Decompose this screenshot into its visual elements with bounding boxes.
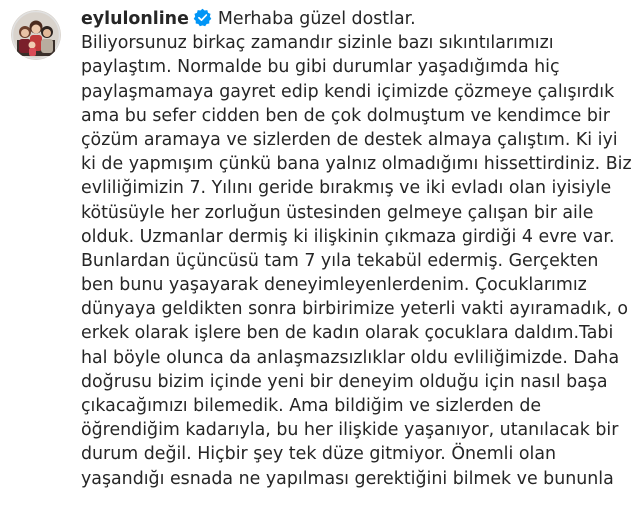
avatar-photo-icon (11, 10, 61, 60)
caption-line: çıkacağımızı bilemedik. Ama bildiğim ve sizlerden de (81, 396, 542, 416)
caption-line: hal böyle olunca da anlaşmazsızlıklar oldu evliliğimizde. Daha (81, 347, 620, 368)
post-caption (81, 7, 639, 491)
caption-line: kötüsüyle her zorluğun üstesinden gelmeye çalışan bir aile (81, 202, 594, 223)
caption-line: ama bu sefer cidden ben de çok dolmuştum ve kendimce bir (81, 105, 610, 126)
caption-line: yaşandığı esnada ne yapılması gerektiğini bilmek ve bununla (81, 468, 614, 489)
caption-text: Merhaba güzel dostlar. (217, 9, 416, 29)
caption-line: ben bunu yaşayarak deneyimleyenlerdenim. Çocuklarımız (81, 275, 587, 296)
caption-line: paylaştım. Normalde bu gibi durumlar yaşadığımda hiç (81, 57, 560, 78)
caption-line: doğrusu bizim içinde yeni bir deneyim olduğu için nasıl başa (81, 371, 608, 392)
caption-line: Bunlardan üçüncüsü tam 7 yıla tekabül edermiş. Gerçekten (81, 250, 599, 271)
caption-first-line (81, 7, 639, 31)
verified-badge-icon (193, 8, 212, 27)
avatar[interactable] (11, 10, 61, 60)
caption-line: Biliyorsunuz birkaç zamandır sizinle bazı sıkıntılarımızı (81, 33, 554, 54)
caption-line: çözüm aramaya ve sizlerden de destek almaya çalıştım. Ki iyi (81, 129, 618, 150)
caption-line: ki de yapmışım çünkü bana yalnız olmadığımı hissettirdiniz. Biz (81, 154, 632, 175)
caption-line: paylaşmamaya gayret edip kendi içimizde çözmeye çalışırdık (81, 81, 615, 102)
caption-line: olduk. Uzmanlar dermiş ki ilişkinin çıkmaza girdiği 4 evre var. (81, 226, 615, 247)
caption-line: öğrendiğim kadarıyla, bu her ilişkide yaşanıyor, utanılacak bir (81, 420, 619, 441)
caption-line: erkek olarak işlere ben de kadın olarak çocuklara daldım.Tabi (81, 323, 614, 344)
caption-line: dünyaya geldikten sonra birbirimize yeterli vakti ayıramadık, o (81, 299, 629, 320)
username-link[interactable]: eylulonline (81, 9, 189, 29)
caption-line: durum değil. Hiçbir şey tek düze gitmiyor. Önemli olan (81, 444, 557, 465)
caption-line: evliliğimizin 7. Yılını geride bırakmış ve iki evladı olan iyisiyle (81, 178, 612, 199)
